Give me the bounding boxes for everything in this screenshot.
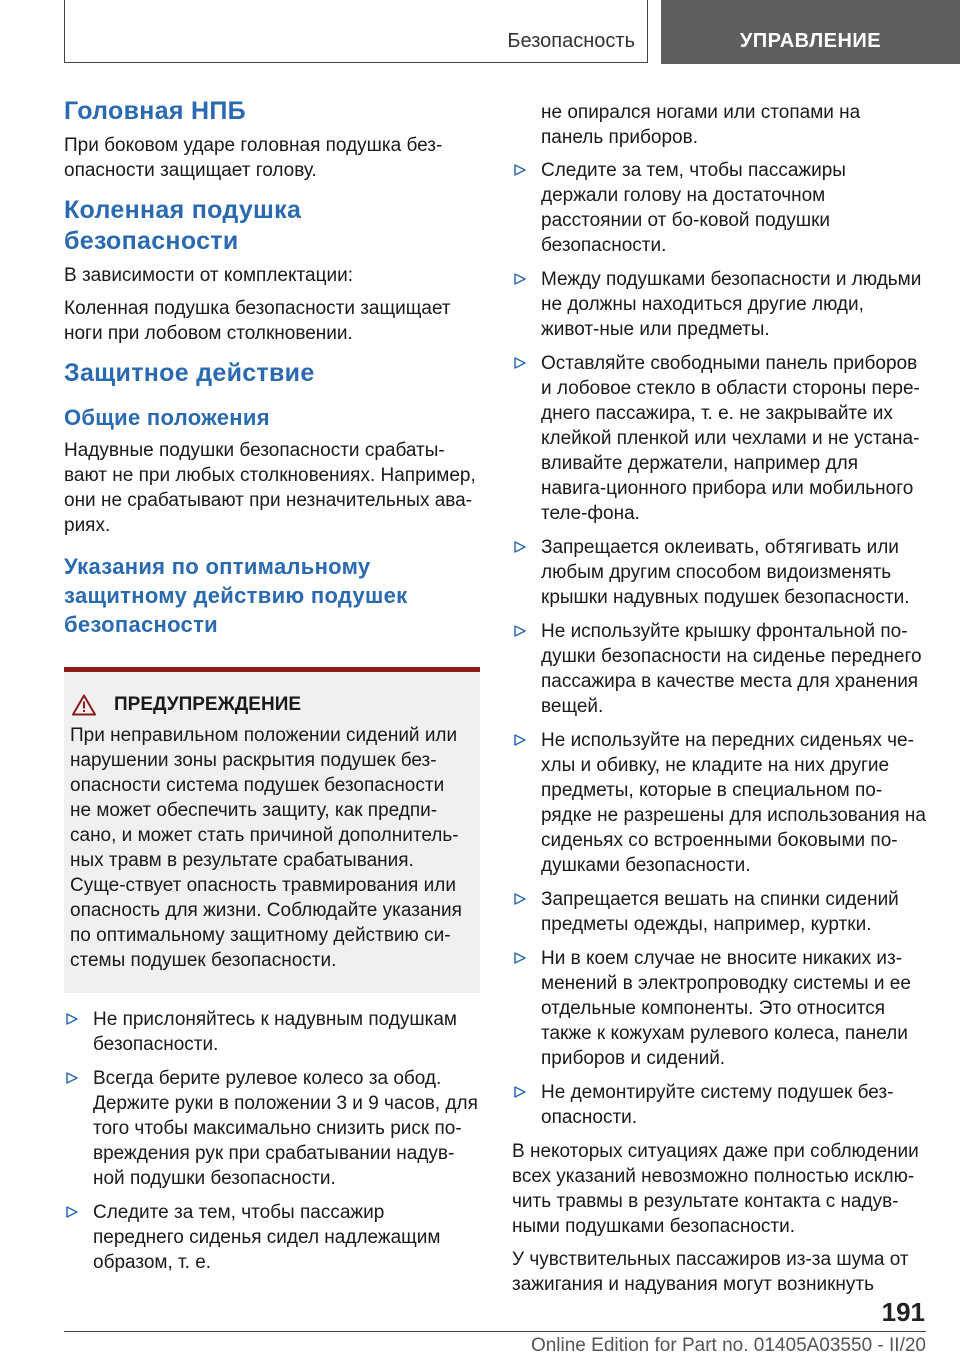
right-bullet-list bbox=[512, 158, 927, 1130]
heading-optimal-protection: Указания по оптимальному защитному действию подушек безопасности bbox=[64, 554, 408, 637]
list-item-continuation: не опирался ногами или стопами на панель приборов. bbox=[541, 102, 861, 148]
heading-protective-action: Защитное действие bbox=[64, 359, 315, 387]
paragraph-head-airbag: При боковом ударе головная подушка без-опасности защищает голову. bbox=[64, 135, 443, 181]
list-item bbox=[64, 1007, 480, 1057]
triangle-bullet-icon bbox=[514, 1086, 526, 1098]
list-item bbox=[512, 1080, 927, 1130]
left-bullet-list bbox=[64, 1007, 480, 1275]
triangle-bullet-icon bbox=[514, 893, 526, 905]
list-item bbox=[512, 728, 927, 878]
paragraph-residual-risk: В некоторых ситуациях даже при соблюдении всех указаний невозможно полностью исклю-чить травмы в результате контакта с надув-ными подушками безопасности. bbox=[512, 1141, 919, 1237]
list-item-text: Оставляйте свободными панель приборов и лобовое стекло в области стороны пере-днего пассажира, т. е. не закрывайте их клейкой пленкой или чехлами и не устана-вливайте держатели, например для навига-ционного прибора или мобильного теле-фона. bbox=[541, 353, 920, 524]
left-column bbox=[64, 96, 480, 1284]
triangle-bullet-icon bbox=[66, 1206, 78, 1218]
list-item-text: Запрещается оклеивать, обтягивать или любым другим способом видоизменять крышки надувных подушек безопасности. bbox=[541, 537, 910, 608]
triangle-bullet-icon bbox=[66, 1072, 78, 1084]
list-item bbox=[512, 158, 927, 258]
list-item bbox=[512, 887, 927, 937]
paragraph-knee-equipment: В зависимости от комплектации: bbox=[64, 265, 353, 286]
right-column bbox=[512, 100, 927, 1305]
header-frame bbox=[64, 0, 648, 63]
triangle-bullet-icon bbox=[514, 541, 526, 553]
footer-edition: Online Edition for Part no. 01405A03550 - II/20 bbox=[530, 1335, 926, 1356]
list-item-text: Не прислоняйтесь к надувным подушкам безопасности. bbox=[93, 1009, 457, 1055]
list-item bbox=[512, 351, 927, 526]
list-item-text: Не демонтируйте систему подушек без-опасности. bbox=[541, 1082, 894, 1128]
paragraph-sensitive-passengers: У чувствительных пассажиров из-за шума от зажигания и надувания могут возникнуть bbox=[512, 1249, 909, 1295]
list-item-text: Не используйте на передних сиденьях че-хлы и обивку, не кладите на них другие предметы, которые в специальном по-рядке не разрешены для использования на сиденьях со встроенными боковыми по-душками безопасности. bbox=[541, 730, 926, 876]
list-item bbox=[64, 1200, 480, 1275]
paragraph-knee-protection: Коленная подушка безопасности защищает ноги при лобовом столкновении. bbox=[64, 298, 451, 344]
header-section-title: Безопасность bbox=[507, 30, 635, 52]
triangle-bullet-icon bbox=[514, 952, 526, 964]
triangle-bullet-icon bbox=[514, 625, 526, 637]
triangle-bullet-icon bbox=[514, 357, 526, 369]
list-item bbox=[512, 535, 927, 610]
warning-header bbox=[70, 692, 470, 717]
footer-divider bbox=[64, 1331, 926, 1332]
page-number: 191 bbox=[881, 1297, 925, 1327]
warning-title: ПРЕДУПРЕЖДЕНИЕ bbox=[114, 694, 302, 715]
header-chapter-tab: УПРАВЛЕНИЕ bbox=[661, 0, 960, 64]
list-item-text: Ни в коем случае не вносите никаких из-менений в электропроводку системы и ее отдельные компоненты. Это относится также к кожухам рулевого колеса, панели приборов и сидений. bbox=[541, 948, 911, 1069]
triangle-bullet-icon bbox=[514, 273, 526, 285]
paragraph-general: Надувные подушки безопасности срабаты-вают не при любых столкновениях. Например, они не срабатывают при незначительных ава-риях. bbox=[64, 440, 476, 536]
list-item bbox=[512, 267, 927, 342]
list-item bbox=[512, 619, 927, 719]
triangle-bullet-icon bbox=[514, 734, 526, 746]
list-item-text: Запрещается вешать на спинки сидений предметы одежды, например, куртки. bbox=[541, 889, 899, 935]
warning-box bbox=[64, 667, 480, 993]
heading-knee-airbag: Коленная подушка безопасности bbox=[64, 196, 302, 255]
heading-general: Общие положения bbox=[64, 405, 270, 430]
list-item-text: Всегда берите рулевое колесо за обод. Держите руки в положении 3 и 9 часов, для того чтобы максимально снизить риск по-вреждения рук при срабатывании надув-ной подушки безопасности. bbox=[93, 1068, 478, 1189]
list-item bbox=[512, 946, 927, 1071]
list-item-text: Между подушками безопасности и людьми не должны находиться другие люди, живот-ные или предметы. bbox=[541, 269, 922, 340]
list-item-text: Следите за тем, чтобы пассажиры держали голову на достаточном расстоянии от бо-ковой подушки безопасности. bbox=[541, 160, 846, 256]
list-item-text: Следите за тем, чтобы пассажир переднего сиденья сидел надлежащим образом, т. е. bbox=[93, 1202, 441, 1273]
list-item-text: Не используйте крышку фронтальной по-душки безопасности на сиденье переднего пассажира в качестве места для хранения вещей. bbox=[541, 621, 922, 717]
warning-text: При неправильном положении сидений или нарушении зоны раскрытия подушек без-опасности система подушек безопасности не может обеспечить защиту, как предпи-сано, и может стать причиной дополнитель-ных травм в результате срабатывания. Суще-ствует опасность травмирования или опасность для жизни. Соблюдайте указания по оптимальному защитному действию си-стемы подушек безопасности. bbox=[70, 725, 462, 971]
triangle-bullet-icon bbox=[66, 1013, 78, 1025]
list-item bbox=[64, 1066, 480, 1191]
heading-head-airbag: Головная НПБ bbox=[64, 97, 246, 125]
warning-triangle-icon bbox=[72, 694, 96, 716]
triangle-bullet-icon bbox=[514, 164, 526, 176]
